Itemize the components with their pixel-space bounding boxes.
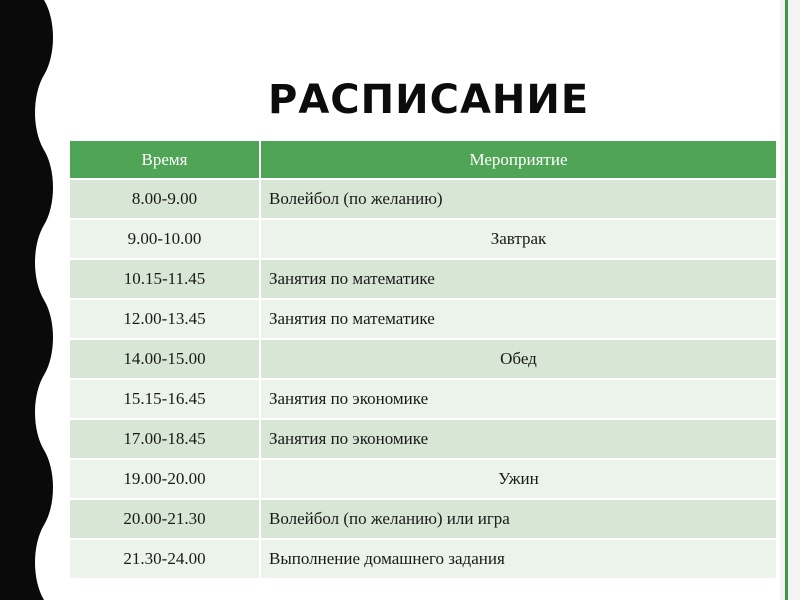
right-edge-stripe [780,0,800,600]
header-time: Время [70,141,260,179]
event-cell: Занятия по математике [260,259,776,299]
event-cell: Завтрак [260,219,776,259]
time-cell: 12.00-13.45 [70,299,260,339]
page-title: РАСПИСАНИЕ [268,77,590,123]
time-cell: 21.30-24.00 [70,539,260,578]
table-header-row [70,141,776,179]
event-cell: Занятия по экономике [260,379,776,419]
event-cell: Занятия по математике [260,299,776,339]
time-cell: 19.00-20.00 [70,459,260,499]
table-row [70,419,776,459]
time-cell: 15.15-16.45 [70,379,260,419]
schedule-table [70,141,776,578]
wavy-border-shape [0,0,53,600]
header-event: Мероприятие [260,141,776,179]
table-row [70,539,776,578]
time-cell: 20.00-21.30 [70,499,260,539]
table-row [70,379,776,419]
time-cell: 10.15-11.45 [70,259,260,299]
table-row [70,299,776,339]
table-row [70,459,776,499]
event-cell: Ужин [260,459,776,499]
time-cell: 17.00-18.45 [70,419,260,459]
table-row [70,179,776,219]
event-cell: Волейбол (по желанию) или игра [260,499,776,539]
event-cell: Обед [260,339,776,379]
event-cell: Занятия по экономике [260,419,776,459]
event-cell: Волейбол (по желанию) [260,179,776,219]
table-row [70,499,776,539]
time-cell: 8.00-9.00 [70,179,260,219]
green-accent-line [785,0,788,600]
table-row [70,219,776,259]
table-row [70,339,776,379]
time-cell: 14.00-15.00 [70,339,260,379]
table-row [70,259,776,299]
time-cell: 9.00-10.00 [70,219,260,259]
wavy-black-border [0,0,70,600]
event-cell: Выполнение домашнего задания [260,539,776,578]
